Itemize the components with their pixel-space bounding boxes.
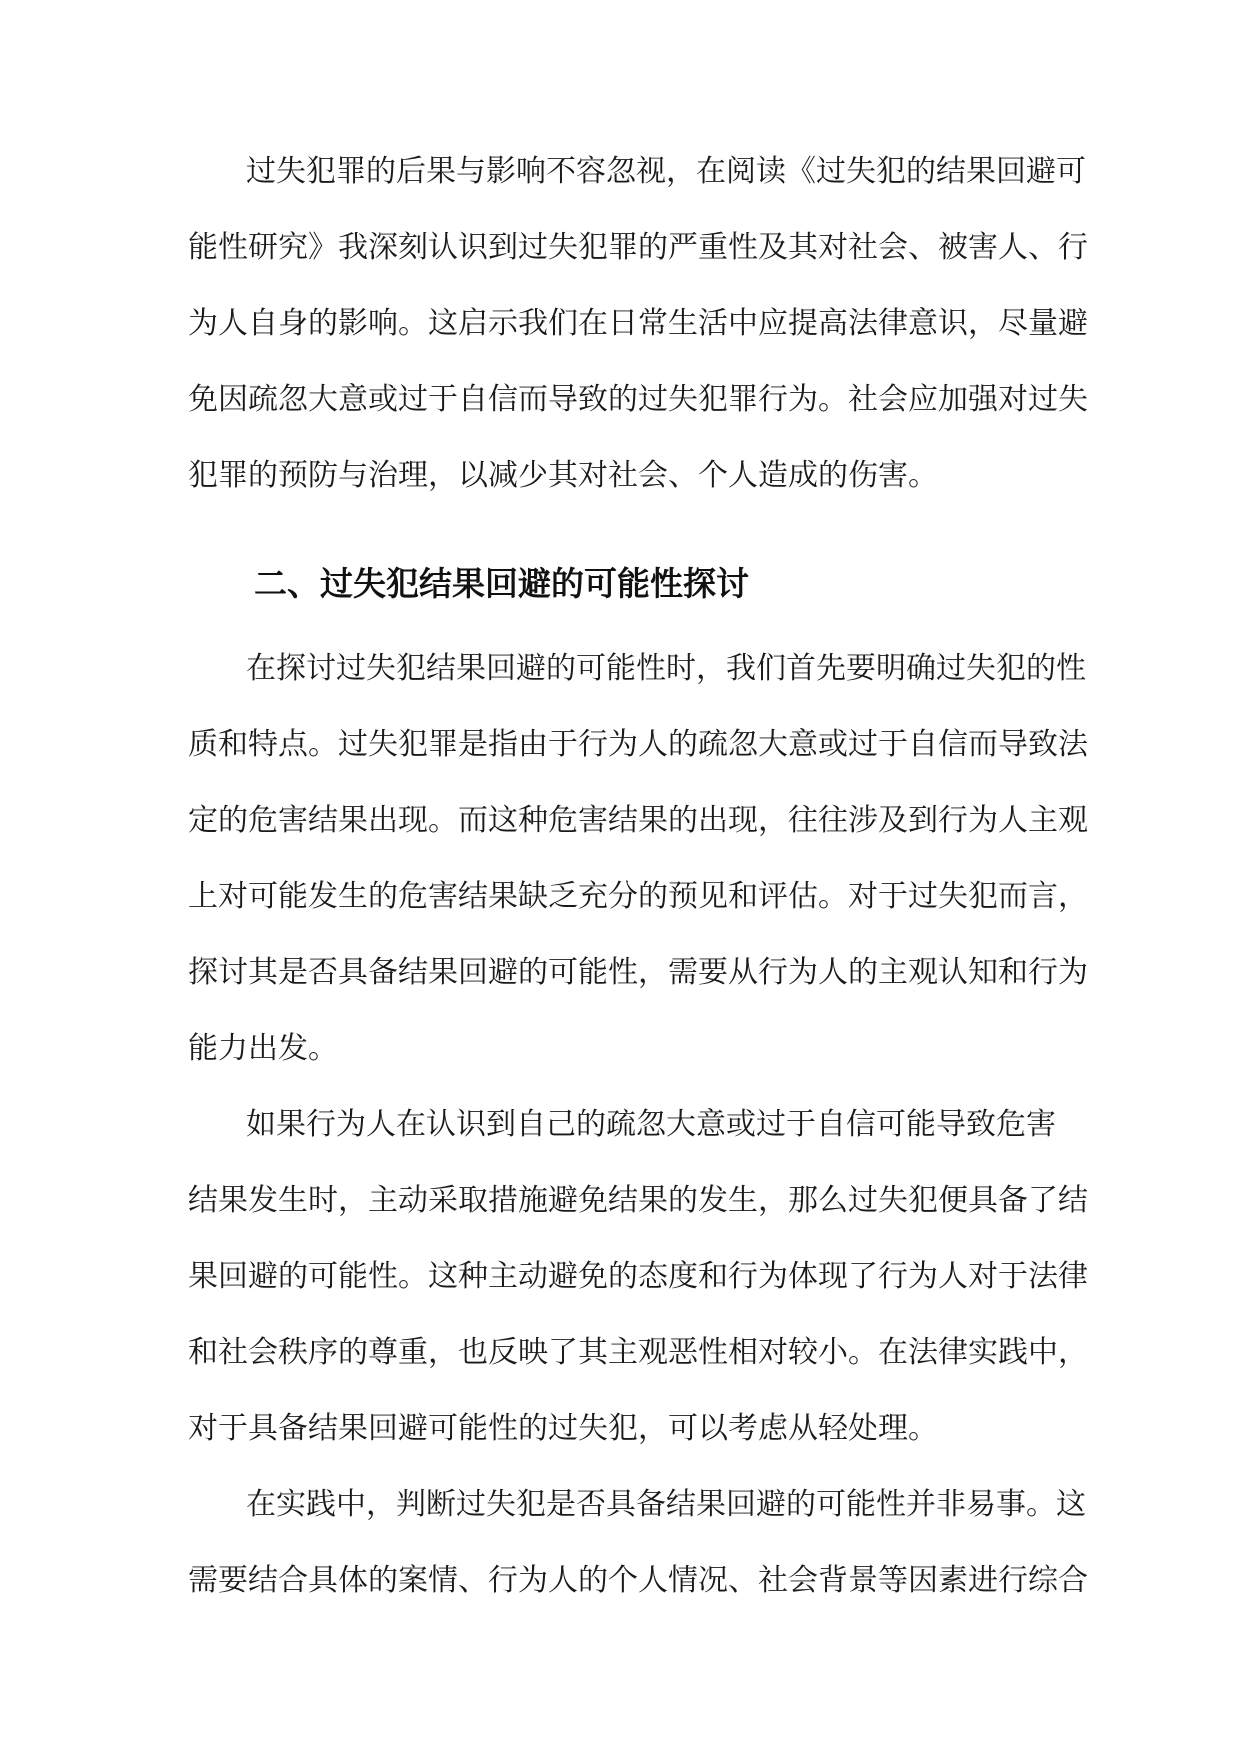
- paragraph-3-line-5: 对于具备结果回避可能性的过失犯，可以考虑从轻处理。: [188, 1411, 938, 1446]
- paragraph-2-line-5: 探讨其是否具备结果回避的可能性，需要从行为人的主观认知和行为: [188, 955, 1088, 990]
- paragraph-3-line-1: 如果行为人在认识到自己的疏忽大意或过于自信可能导致危害: [246, 1107, 1056, 1142]
- paragraph-1-line-3: 为人自身的影响。这启示我们在日常生活中应提高法律意识，尽量避: [188, 306, 1088, 341]
- paragraph-2-line-2: 质和特点。过失犯罪是指由于行为人的疏忽大意或过于自信而导致法: [188, 727, 1088, 762]
- paragraph-1-line-5: 犯罪的预防与治理，以减少其对社会、个人造成的伤害。: [188, 458, 938, 493]
- paragraph-4-line-1: 在实践中，判断过失犯是否具备结果回避的可能性并非易事。这: [246, 1487, 1086, 1522]
- paragraph-2-line-1: 在探讨过失犯结果回避的可能性时，我们首先要明确过失犯的性: [246, 651, 1086, 686]
- paragraph-1-line-2: 能性研究》我深刻认识到过失犯罪的严重性及其对社会、被害人、行: [188, 230, 1088, 265]
- paragraph-3-line-3: 果回避的可能性。这种主动避免的态度和行为体现了行为人对于法律: [188, 1259, 1088, 1294]
- paragraph-3-line-2: 结果发生时，主动采取措施避免结果的发生，那么过失犯便具备了结: [188, 1183, 1088, 1218]
- paragraph-3-line-4: 和社会秩序的尊重，也反映了其主观恶性相对较小。在法律实践中，: [188, 1335, 1088, 1370]
- paragraph-2-line-4: 上对可能发生的危害结果缺乏充分的预见和评估。对于过失犯而言，: [188, 879, 1088, 914]
- paragraph-4-line-2: 需要结合具体的案情、行为人的个人情况、社会背景等因素进行综合: [188, 1563, 1088, 1598]
- section-heading: 二、过失犯结果回避的可能性探讨: [254, 564, 749, 603]
- paragraph-2-line-6: 能力出发。: [188, 1031, 338, 1066]
- paragraph-1-line-1: 过失犯罪的后果与影响不容忽视，在阅读《过失犯的结果回避可: [246, 154, 1086, 189]
- paragraph-2-line-3: 定的危害结果出现。而这种危害结果的出现，往往涉及到行为人主观: [188, 803, 1088, 838]
- paragraph-1-line-4: 免因疏忽大意或过于自信而导致的过失犯罪行为。社会应加强对过失: [188, 382, 1088, 417]
